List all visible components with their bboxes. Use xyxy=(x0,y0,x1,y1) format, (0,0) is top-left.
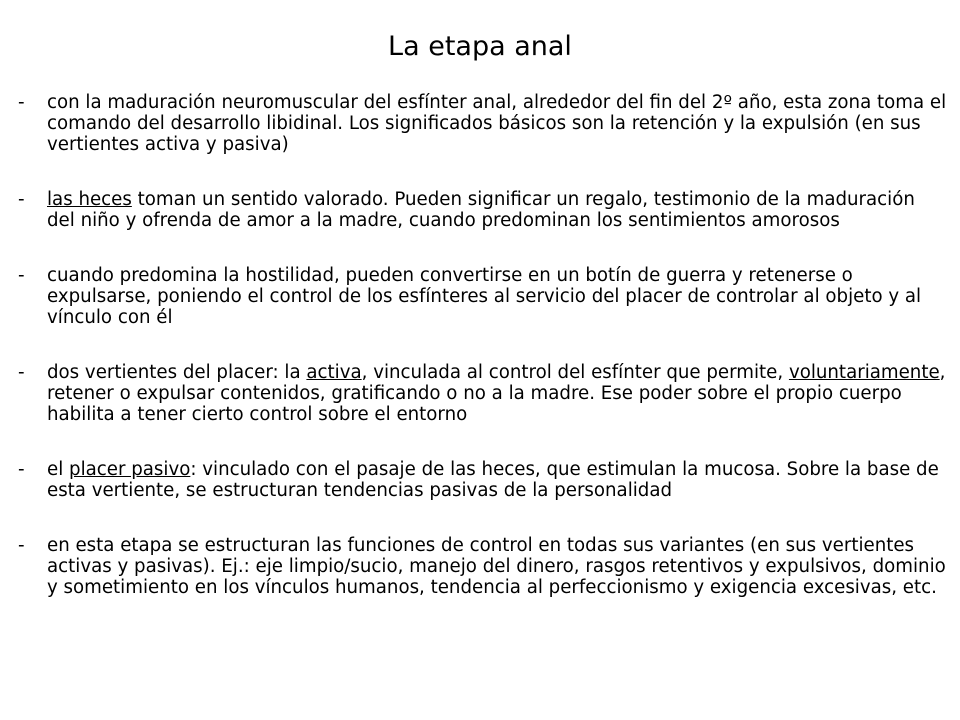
bullet-text: cuando predomina la hostilidad, pueden convertirse en un botín de guerra y retenerse o expulsarse, poniendo el control de los esfínteres al servicio del placer de controlar al objeto y al vínculo con él xyxy=(47,265,922,328)
underlined-term: voluntariamente xyxy=(788,362,940,383)
bullet-text: el xyxy=(47,459,70,480)
bullet-item xyxy=(18,459,948,501)
bullet-list xyxy=(18,92,948,632)
underlined-term: placer pasivo xyxy=(69,459,191,480)
bullet-marker: - xyxy=(18,92,25,113)
bullet-marker: - xyxy=(18,459,25,480)
underlined-term: activa xyxy=(306,362,362,383)
bullet-text: : vinculado con el pasaje de las heces, que estimulan la mucosa. Sobre la base de esta vertiente, se estructuran tendencias pasivas de la personalidad xyxy=(47,459,939,501)
bullet-text: toman un sentido valorado. Pueden significar un regalo, testimonio de la maduración del niño y ofrenda de amor a la madre, cuando predominan los sentimientos amorosos xyxy=(47,189,915,231)
bullet-item xyxy=(18,189,948,231)
bullet-marker: - xyxy=(18,189,25,210)
bullet-text: con la maduración neuromuscular del esfínter anal, alrededor del fin del 2º año, esta zona toma el comando del desarrollo libidinal. Los significados básicos son la retención y la expulsión (en sus vertientes activa y pasiva) xyxy=(47,92,947,155)
bullet-marker: - xyxy=(18,265,25,286)
bullet-text: , vinculada al control del esfínter que permite, xyxy=(361,362,789,383)
bullet-item xyxy=(18,265,948,328)
bullet-text: dos vertientes del placer: la xyxy=(47,362,307,383)
bullet-marker: - xyxy=(18,535,25,556)
slide-title: La etapa anal xyxy=(388,31,572,62)
bullet-item xyxy=(18,362,948,425)
bullet-item xyxy=(18,92,948,155)
bullet-marker: - xyxy=(18,362,25,383)
underlined-term: las heces xyxy=(47,189,132,210)
bullet-text: en esta etapa se estructuran las funciones de control en todas sus variantes (en sus vertientes activas y pasivas). Ej.: eje limpio/sucio, manejo del dinero, rasgos retentivos y expulsivos, dominio y sometimiento en los vínculos humanos, tendencia al perfeccionismo y exigencia excesivas, etc. xyxy=(47,535,946,598)
bullet-item xyxy=(18,535,948,598)
bullet-text: , retener o expulsar contenidos, gratificando o no a la madre. Ese poder sobre el propio cuerpo habilita a tener cierto control sobre el entorno xyxy=(47,362,946,425)
